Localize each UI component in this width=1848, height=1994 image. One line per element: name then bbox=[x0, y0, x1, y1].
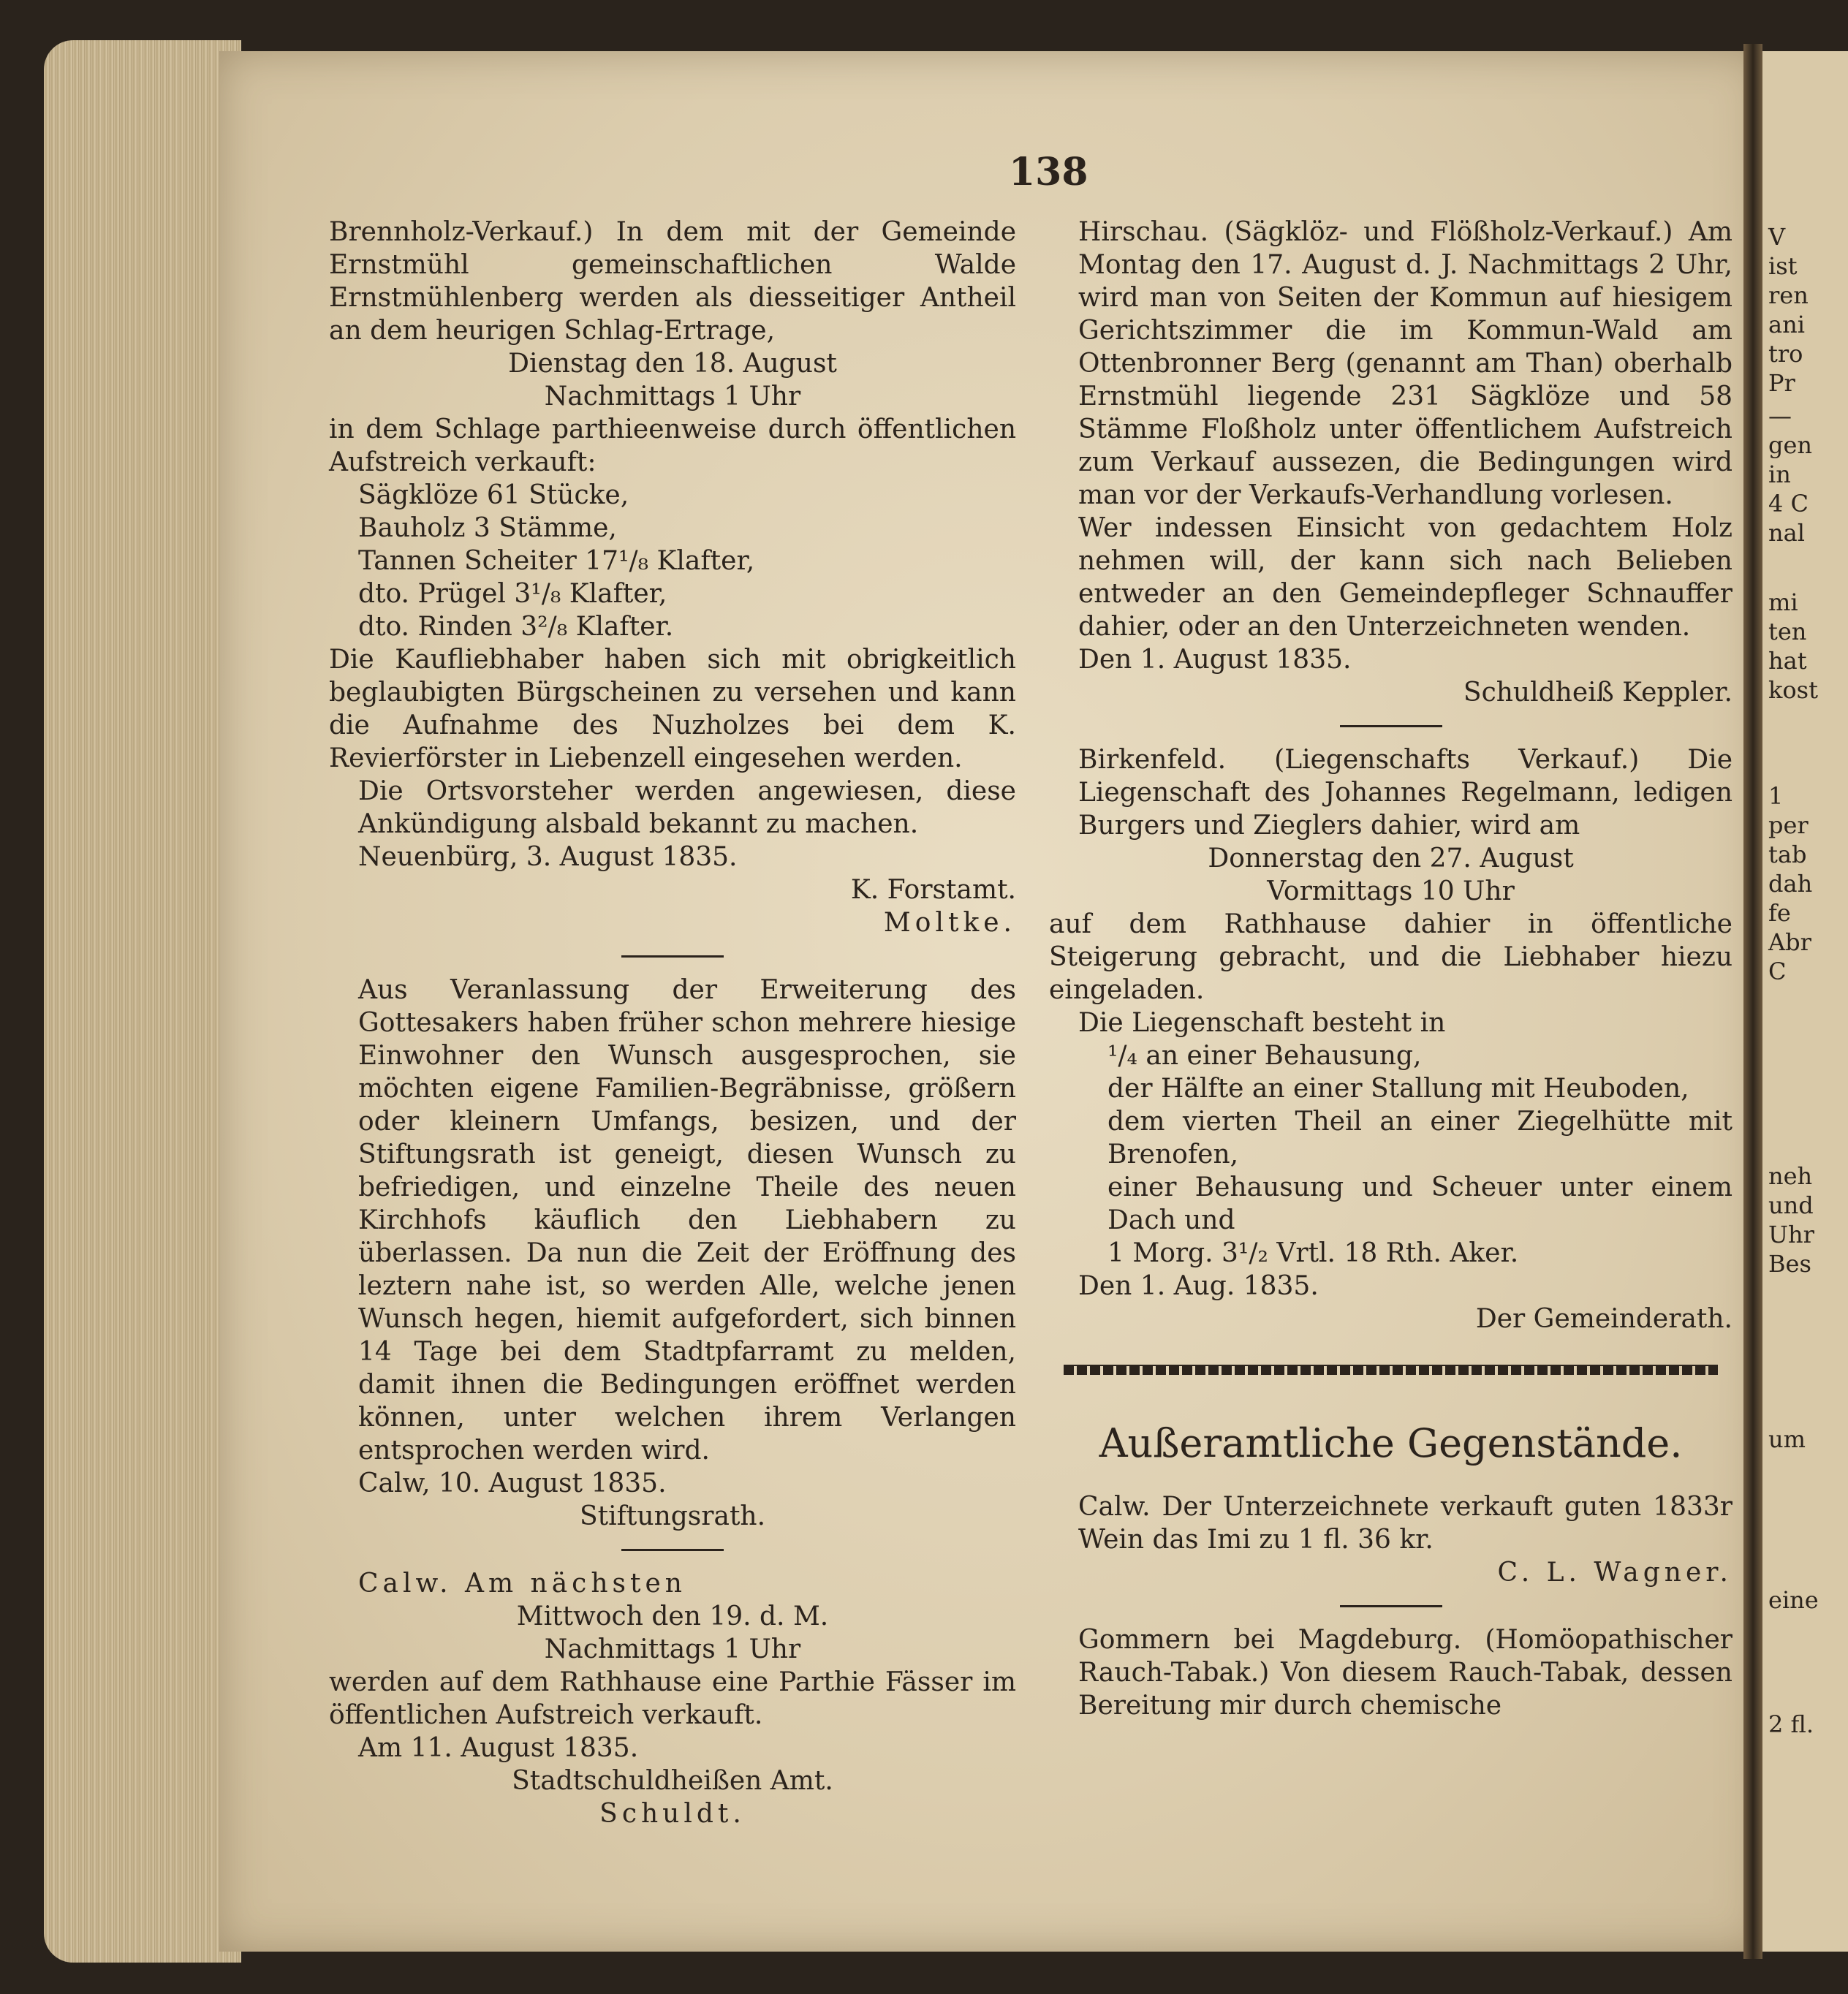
divider bbox=[621, 955, 724, 958]
left-column bbox=[329, 216, 1016, 1830]
notice-text: werden auf dem Rathhause eine Parthie Fässer im öffentlichen Aufstreich verkauft. bbox=[329, 1667, 1016, 1730]
list-item: ¹/₄ an einer Behausung, bbox=[1107, 1041, 1422, 1071]
notice-signature: K. Forstamt. bbox=[850, 875, 1016, 905]
next-page-text: Abr bbox=[1768, 928, 1811, 956]
notice-calw-wein bbox=[1049, 1490, 1732, 1589]
notice-time: Vormittags 10 Uhr bbox=[1267, 876, 1515, 906]
next-page-text: V bbox=[1768, 223, 1786, 251]
next-page-text: kost bbox=[1768, 676, 1818, 704]
notice-place-date: Calw, 10. August 1835. bbox=[358, 1468, 667, 1498]
notice-stiftungsrath bbox=[329, 974, 1016, 1533]
next-page-text: ren bbox=[1768, 281, 1809, 309]
notice-brennholz bbox=[329, 216, 1016, 939]
notice-date: Dienstag den 18. August bbox=[508, 349, 837, 379]
next-page-text: fe bbox=[1768, 899, 1791, 927]
right-column bbox=[1049, 216, 1732, 1722]
notice-signature: C. L. Wagner. bbox=[1497, 1557, 1732, 1588]
next-page-text: Uhr bbox=[1768, 1221, 1814, 1248]
notice-gommern bbox=[1049, 1623, 1732, 1722]
next-page-text: um bbox=[1768, 1425, 1806, 1453]
list-item: Sägklöze 61 Stücke, bbox=[358, 480, 629, 510]
next-page-text: C bbox=[1768, 958, 1787, 985]
next-page-text: hat bbox=[1768, 647, 1807, 675]
notice-place-date: Am 11. August 1835. bbox=[358, 1733, 639, 1763]
next-page-text: und bbox=[1768, 1191, 1814, 1219]
list-item: dto. Prügel 3¹/₈ Klafter, bbox=[358, 579, 667, 609]
notice-time: Nachmittags 1 Uhr bbox=[544, 1634, 801, 1664]
list-item: der Hälfte an einer Stallung mit Heuboden, bbox=[1107, 1074, 1689, 1104]
notice-text: Calw. Der Unterzeichnete verkauft guten 1833r Wein das Imi zu 1 fl. 36 kr. bbox=[1078, 1491, 1732, 1555]
next-page-text: ani bbox=[1768, 311, 1805, 338]
notice-text: Aus Veranlassung der Erweiterung des Gottesakers haben früher schon mehrere hiesige Einwohner den Wunsch ausgesprochen, sie möchten eigene Familien-Begräbnisse, größern oder kleinern Umfangs, besizen, und der Stiftungsrath ist geneigt, diesen Wunsch zu befriedigen, und einzelne Theile des neuen Kirchhofs käuflich den Liebhabern zu überlassen. Da nun die Zeit der Eröffnung des leztern nahe ist, so werden Alle, welche jenen Wunsch hegen, hiemit aufgefordert, sich binnen 14 Tage bei dem Stadtpfarramt zu melden, damit ihnen die Bedingungen eröffnet werden können, unter welchen ihrem Verlangen entsprochen werden wird. bbox=[358, 975, 1016, 1466]
book-gutter bbox=[1743, 44, 1762, 1959]
notice-text: auf dem Rathhause dahier in öffentliche Steigerung gebracht, und die Liebhaber hiezu eingeladen. bbox=[1049, 909, 1732, 1005]
notice-text: Brennholz-Verkauf.) In dem mit der Gemeinde Ernstmühl gemeinschaftlichen Walde Ernstmühlenberg werden als diesseitiger Antheil an dem heurigen Schlag-Ertrage, bbox=[329, 217, 1016, 346]
book-page-edges bbox=[44, 40, 241, 1963]
notice-place-date: Neuenbürg, 3. August 1835. bbox=[358, 842, 738, 872]
notice-signature: Moltke. bbox=[883, 908, 1016, 938]
notice-text: Hirschau. (Sägklöz- und Flößholz-Verkauf.) Am Montag den 17. August d. J. Nachmittags 2 Uhr, wird man von Seiten der Kommun auf hiesigem Gerichtszimmer die im Kommun-Wald am Ottenbronner Berg (genannt am Than) oberhalb Ernstmühl liegende 231 Sägklöze und 58 Stämme Floßholz unter öffentlichem Aufstreich zum Verkauf aussezen, die Bedingungen wird man vor der Verkaufs-Verhandlung vorlesen. bbox=[1078, 217, 1732, 510]
notice-date: Donnerstag den 27. August bbox=[1208, 844, 1574, 873]
next-page-text: mi bbox=[1768, 588, 1798, 616]
notice-text: Die Ortsvorsteher werden angewiesen, diese Ankündigung alsbald bekannt zu machen. bbox=[358, 776, 1016, 839]
next-page-text: — bbox=[1768, 402, 1792, 430]
next-page-text: 1 bbox=[1768, 782, 1784, 810]
next-page-text: 4 C bbox=[1768, 490, 1809, 518]
next-page-text: tro bbox=[1768, 340, 1803, 368]
notice-place-date: Den 1. August 1835. bbox=[1078, 645, 1352, 675]
notice-birkenfeld bbox=[1049, 743, 1732, 1335]
notice-signature: Schuldheiß Keppler. bbox=[1463, 678, 1732, 708]
next-page-text: eine bbox=[1768, 1586, 1819, 1614]
next-page-text: gen bbox=[1768, 431, 1813, 459]
list-item: einer Behausung und Scheuer unter einem Dach und bbox=[1107, 1172, 1732, 1235]
next-page-text: Bes bbox=[1768, 1250, 1811, 1278]
notice-text: Die Kaufliebhaber haben sich mit obrigkeitlich beglaubigten Bürgscheinen zu versehen und kann die Aufnahme des Nuzholzes bei dem K. Revierförster in Liebenzell eingesehen werden. bbox=[329, 645, 1016, 773]
next-page-text: in bbox=[1768, 460, 1791, 488]
notice-place-date: Den 1. Aug. 1835. bbox=[1078, 1271, 1319, 1301]
notice-text: Gommern bei Magdeburg. (Homöopathischer Rauch-Tabak.) Von diesem Rauch-Tabak, dessen Bereitung mir durch chemische bbox=[1078, 1624, 1732, 1721]
notice-text: Calw. Am nächsten bbox=[358, 1569, 686, 1599]
next-page-fragment bbox=[1762, 51, 1848, 1952]
section-title: Außeramtliche Gegenstände. bbox=[1099, 1420, 1683, 1466]
notice-text: Wer indessen Einsicht von gedachtem Holz nehmen will, der kann sich nach Belieben entweder an den Gemeindepfleger Schnauffer dahier, oder an den Unterzeichneten wenden. bbox=[1078, 513, 1732, 642]
next-page-text: nal bbox=[1768, 519, 1805, 547]
next-page-text: per bbox=[1768, 811, 1809, 839]
notice-signature: Stiftungsrath. bbox=[579, 1501, 766, 1531]
next-page-text: tab bbox=[1768, 841, 1807, 868]
divider bbox=[621, 1549, 724, 1551]
notice-signature: Stadtschuldheißen Amt. bbox=[512, 1766, 833, 1796]
notice-text: Die Liegenschaft besteht in bbox=[1078, 1008, 1446, 1038]
notice-text: Birkenfeld. (Liegenschafts Verkauf.) Die Liegenschaft des Johannes Regelmann, ledigen Burgers und Zieglers dahier, wird am bbox=[1078, 745, 1732, 841]
notice-time: Nachmittags 1 Uhr bbox=[544, 382, 801, 412]
next-page-text: ten bbox=[1768, 618, 1807, 645]
divider bbox=[1340, 725, 1442, 727]
notice-signature: Der Gemeinderath. bbox=[1475, 1304, 1732, 1334]
next-page-text: ist bbox=[1768, 252, 1798, 280]
list-item: Bauholz 3 Stämme, bbox=[358, 513, 617, 543]
list-item: dem vierten Theil an einer Ziegelhütte mit Brenofen, bbox=[1107, 1107, 1732, 1170]
list-item: Tannen Scheiter 17¹/₈ Klafter, bbox=[358, 546, 755, 576]
list-item: 1 Morg. 3¹/₂ Vrtl. 18 Rth. Aker. bbox=[1107, 1238, 1519, 1268]
next-page-text: 2 fl. bbox=[1768, 1710, 1814, 1738]
next-page-text: neh bbox=[1768, 1162, 1813, 1190]
divider bbox=[1340, 1605, 1442, 1607]
notice-calw-faesser bbox=[329, 1567, 1016, 1830]
ornamental-divider bbox=[1064, 1365, 1718, 1375]
next-page-text: Pr bbox=[1768, 369, 1795, 397]
notice-hirschau bbox=[1049, 216, 1732, 709]
next-page-text: dah bbox=[1768, 870, 1813, 898]
notice-text: in dem Schlage parthieenweise durch öffentlichen Aufstreich verkauft: bbox=[329, 414, 1016, 477]
notice-date: Mittwoch den 19. d. M. bbox=[516, 1601, 829, 1631]
page-number: 138 bbox=[1009, 150, 1088, 194]
list-item: dto. Rinden 3²/₈ Klafter. bbox=[358, 612, 674, 642]
notice-signature: Schuldt. bbox=[599, 1799, 746, 1829]
